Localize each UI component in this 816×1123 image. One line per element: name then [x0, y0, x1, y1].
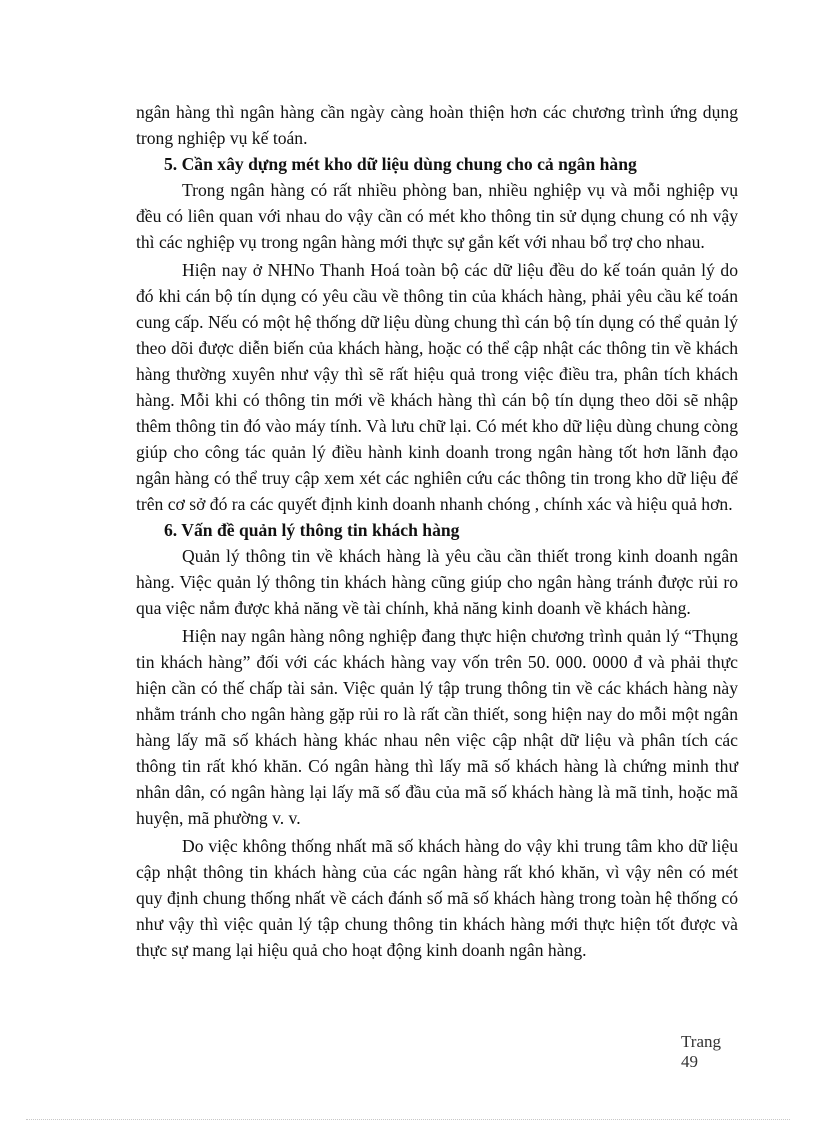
section-6-heading: 6. Vấn đề quản lý thông tin khách hàng [164, 520, 460, 540]
page-bottom-divider [26, 1119, 790, 1120]
section-5-paragraph-1: Trong ngân hàng có rất nhiều phòng ban, nhiều nghiệp vụ và mỗi nghiệp vụ đều có liên quan với nhau do vậy cần có mét kho thông tin sử dụng chung có nh vậy thì các nghiệp vụ trong ngân hàng mới thực sự gắn kết với nhau bổ trợ cho nhau. [136, 180, 738, 252]
document-body [136, 99, 738, 963]
section-5-heading: 5. Cần xây dựng mét kho dữ liệu dùng chung cho cả ngân hàng [164, 154, 637, 174]
section-6-paragraph-1: Quản lý thông tin về khách hàng là yêu cầu cần thiết trong kinh doanh ngân hàng. Việc quản lý thông tin khách hàng cũng giúp cho ngân hàng tránh được rủi ro qua việc nắm được khả năng về tài chính, khả năng kinh doanh về khách hàng. [136, 546, 738, 618]
section-5-paragraph-2: Hiện nay ở NHNo Thanh Hoá toàn bộ các dữ liệu đều do kế toán quản lý do đó khi cán bộ tín dụng có yêu cầu về thông tin của khách hàng, phải yêu cầu kế toán cung cấp. Nếu có một hệ thống dữ liệu dùng chung thì cán bộ tín dụng có thể quản lý theo dõi được diễn biến của khách hàng, hoặc có thể cập nhật các thông tin về khách hàng thường xuyên như vậy thì sẽ rất hiệu quả trong việc điều tra, phân tích khách hàng. Mỗi khi có thông tin mới về khách hàng thì cán bộ tín dụng theo dõi sẽ nhập thêm thông tin đó vào máy tính. Và lưu chữ lại. Có mét kho dữ liệu dùng chung còng giúp cho công tác quản lý điều hành kinh doanh trong ngân hàng tốt hơn lãnh đạo ngân hàng có thể truy cập xem xét các nghiên cứu các thông tin trong kho dữ liệu để trên cơ sở đó ra các quyết định kinh doanh nhanh chóng , chính xác và hiệu quả hơn. [136, 260, 738, 514]
page-number: Trang 49 [681, 1032, 721, 1071]
opening-paragraph: ngân hàng thì ngân hàng cần ngày càng hoàn thiện hơn các chương trình ứng dụng trong nghiệp vụ kế toán. [136, 102, 738, 148]
section-6-paragraph-2: Hiện nay ngân hàng nông nghiệp đang thực hiện chương trình quản lý “Thụng tin khách hàng” đối với các khách hàng vay vốn trên 50. 000. 0000 đ và phải thực hiện cần có thế chấp tài sản. Việc quản lý tập trung thông tin về các khách hàng này nhằm tránh cho ngân hàng gặp rủi ro là rất cần thiết, song hiện nay do mỗi một ngân hàng lấy mã số khách hàng khác nhau nên việc cập nhật dữ liệu và phân tích các thông tin rất khó khăn. Có ngân hàng thì lấy mã số khách hàng là chứng minh thư nhân dân, có ngân hàng lại lấy mã số đầu của mã số khách hàng là mã tỉnh, hoặc mã huyện, mã phường v. v. [136, 626, 738, 828]
section-6-paragraph-3: Do việc không thống nhất mã số khách hàng do vậy khi trung tâm kho dữ liệu cập nhật thông tin khách hàng của các ngân hàng rất khó khăn, vì vậy nên có mét quy định chung thống nhất về cách đánh số mã số khách hàng trong toàn hệ thống có như vậy thì việc quản lý tập chung thông tin khách hàng mới thực hiện tốt được và thực sự mang lại hiệu quả cho hoạt động kinh doanh ngân hàng. [136, 836, 738, 960]
